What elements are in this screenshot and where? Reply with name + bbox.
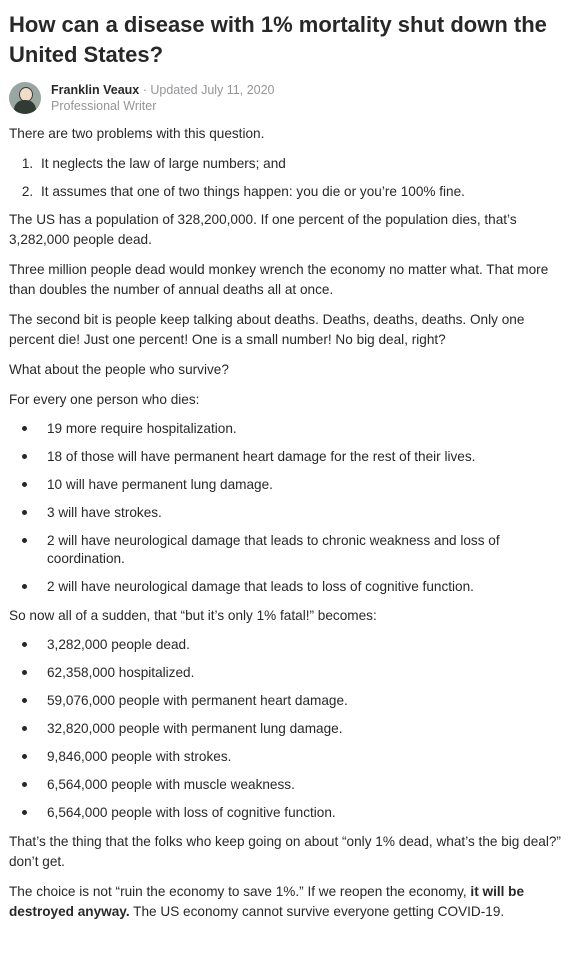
so-now-paragraph: So now all of a sudden, that “but it’s only 1% fatal!” becomes: <box>9 608 377 623</box>
three-million-paragraph: Three million people dead would monkey wrench the economy no matter what. That more than doubles the number of annual deaths all at once. <box>9 262 549 297</box>
author-block <box>9 82 568 114</box>
author-credential[interactable]: Professional Writer <box>51 99 157 113</box>
list-item: 2. It assumes that one of two things happen: you die or you’re 100% fine. <box>37 182 568 202</box>
list-item: 3,282,000 people dead. <box>38 636 568 654</box>
list-item: 6,564,000 people with muscle weakness. <box>38 776 568 794</box>
list-item: 10 will have permanent lung damage. <box>38 476 568 494</box>
question-title[interactable]: How can a disease with 1% mortality shut down the United States? <box>9 12 547 67</box>
list-item: 32,820,000 people with permanent lung damage. <box>38 720 568 738</box>
closing-text-start: The choice is not “ruin the economy to save 1%.” If we reopen the economy, <box>9 884 471 899</box>
list-item: 2 will have neurological damage that leads to loss of cognitive function. <box>38 578 568 596</box>
the-thing-paragraph: That’s the thing that the folks who keep going on about “only 1% dead, what’s the big deal?” don’t get. <box>9 834 561 869</box>
author-line <box>51 82 275 98</box>
avatar-body-shape <box>14 100 36 114</box>
closing-text-end: The US economy cannot survive everyone getting COVID-19. <box>129 904 505 919</box>
population-paragraph: The US has a population of 328,200,000. If one percent of the population dies, that’s 3,282,000 people dead. <box>9 212 517 247</box>
per-death-list <box>9 420 568 596</box>
author-meta <box>51 82 275 114</box>
list-item: 9,846,000 people with strokes. <box>38 748 568 766</box>
list-item: 62,358,000 hospitalized. <box>38 664 568 682</box>
intro-paragraph: There are two problems with this question. <box>9 126 265 141</box>
list-item: 2 will have neurological damage that leads to chronic weakness and loss of coordination. <box>38 532 568 568</box>
list-item: 6,564,000 people with loss of cognitive function. <box>38 804 568 822</box>
list-item: 19 more require hospitalization. <box>38 420 568 438</box>
every-one-paragraph: For every one person who dies: <box>9 392 200 407</box>
list-item: 1. It neglects the law of large numbers; and <box>37 154 568 174</box>
list-item: 18 of those will have permanent heart damage for the rest of their lives. <box>38 448 568 466</box>
meta-separator: · <box>139 83 151 97</box>
list-item: 59,076,000 people with permanent heart damage. <box>38 692 568 710</box>
author-avatar[interactable] <box>9 82 41 114</box>
survive-paragraph: What about the people who survive? <box>9 362 229 377</box>
list-item: 3 will have strokes. <box>38 504 568 522</box>
problems-list <box>9 154 568 202</box>
author-name[interactable]: Franklin Veaux <box>51 83 140 97</box>
closing-bold-text: it will be destroyed anyway. <box>9 884 525 919</box>
updated-date[interactable]: Updated July 11, 2020 <box>150 83 275 97</box>
totals-list <box>9 636 568 822</box>
second-bit-paragraph: The second bit is people keep talking about deaths. Deaths, deaths, deaths. Only one percent die! Just one percent! One is a small number! No big deal, right? <box>9 312 525 347</box>
closing-paragraph <box>9 882 568 922</box>
